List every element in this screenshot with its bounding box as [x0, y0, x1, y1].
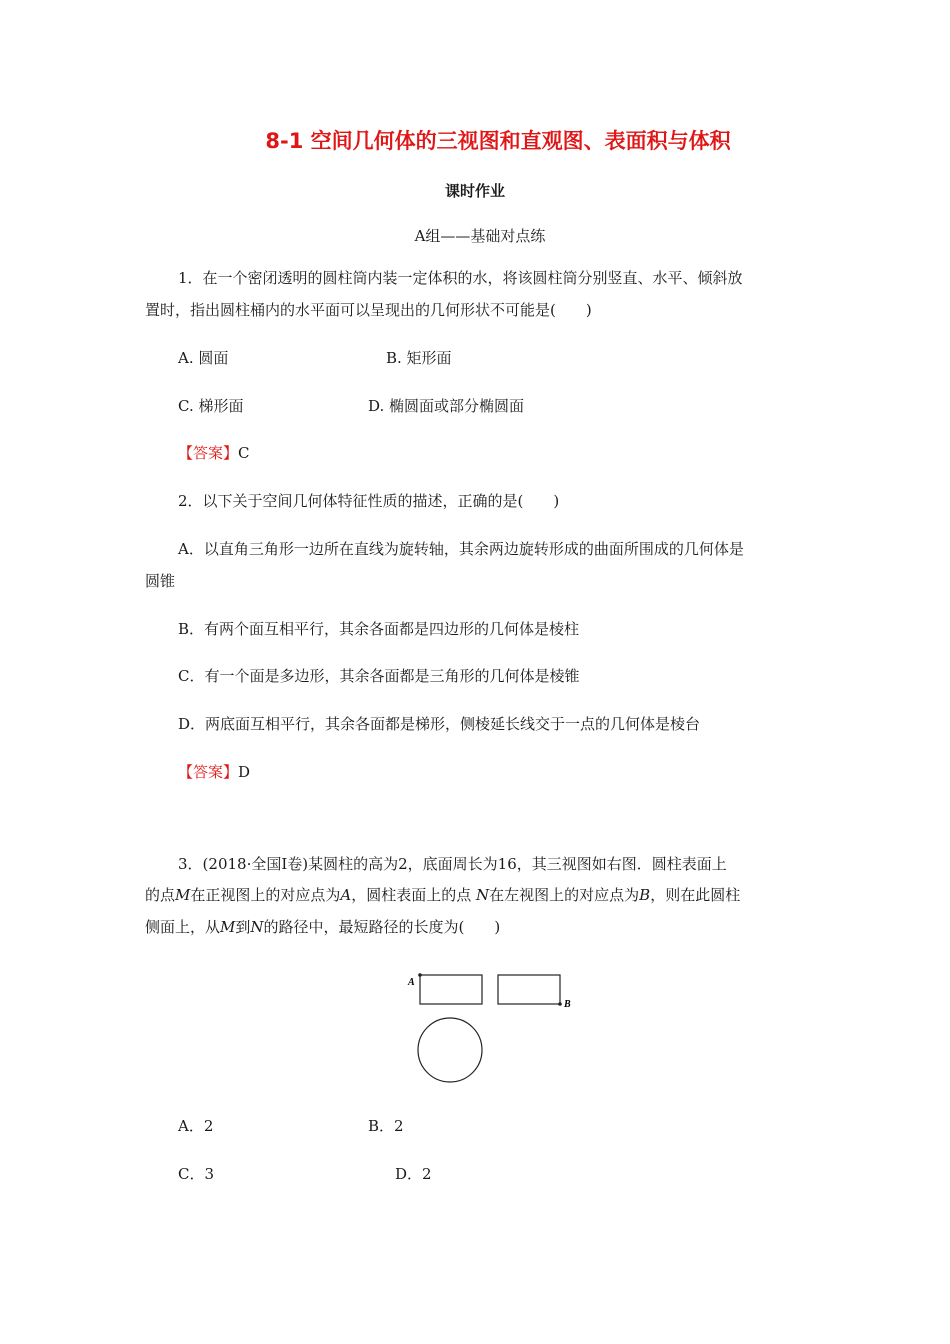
- q1-stem-line1: 1．在一个密闭透明的圆柱筒内装一定体积的水，将该圆柱筒分别竖直、水平、倾斜放: [178, 269, 743, 287]
- q1-stem-line2: 置时，指出圆柱桶内的水平面可以呈现出的几何形状不可能是( ): [145, 301, 592, 319]
- front-view-rect: [420, 975, 482, 1004]
- q1-option-a: A. 圆面: [178, 349, 229, 367]
- q3-stem-line2: 的点M在正视图上的对应点为A，圆柱表面上的点 N在左视图上的对应点为B，则在此圆柱: [145, 886, 741, 904]
- q1-answer-value: C: [238, 444, 250, 462]
- three-view-figure: [400, 965, 590, 1090]
- label-a: A: [408, 977, 415, 988]
- q1-option-c: C. 梯形面: [178, 397, 244, 415]
- q3-stem-line3: 侧面上，从M到N的路径中，最短路径的长度为( ): [145, 918, 501, 936]
- section-subtitle: 课时作业: [444, 182, 505, 200]
- point-a-marker: [418, 973, 422, 977]
- q1-option-d: D. 椭圆面或部分椭圆面: [368, 397, 525, 415]
- label-b: B: [564, 999, 571, 1010]
- page-title: 8-1 空间几何体的三视图和直观图、表面积与体积: [265, 129, 731, 153]
- q3-option-c: C．3: [178, 1165, 215, 1183]
- group-heading: A组——基础对点练: [414, 227, 546, 245]
- answer-label: 【答案】: [178, 763, 239, 781]
- q3-option-d: D．2: [395, 1165, 432, 1183]
- q2-option-c: C．有一个面是多边形，其余各面都是三角形的几何体是棱锥: [178, 667, 580, 685]
- top-view-circle: [418, 1018, 482, 1082]
- answer-label: 【答案】: [178, 444, 239, 462]
- q2-answer-value: D: [238, 763, 251, 781]
- q3-option-b: B．2: [368, 1117, 404, 1135]
- q2-stem: 2．以下关于空间几何体特征性质的描述，正确的是( ): [178, 492, 560, 510]
- q2-option-d: D．两底面互相平行，其余各面都是梯形，侧棱延长线交于一点的几何体是棱台: [178, 715, 701, 733]
- q3-stem-line1: 3．(2018·全国Ⅰ卷)某圆柱的高为2，底面周长为16，其三视图如右图．圆柱表面上: [178, 855, 727, 873]
- q2-option-a-line2: 圆锥: [145, 572, 176, 590]
- q1-answer: [178, 443, 250, 463]
- q2-option-a-line1: A．以直角三角形一边所在直线为旋转轴，其余两边旋转形成的曲面所围成的几何体是: [178, 540, 744, 558]
- q1-option-b: B. 矩形面: [386, 349, 452, 367]
- side-view-rect: [498, 975, 560, 1004]
- q2-answer: [178, 762, 250, 782]
- q2-option-b: B．有两个面互相平行，其余各面都是四边形的几何体是棱柱: [178, 620, 580, 638]
- q3-option-a: A．2: [178, 1117, 214, 1135]
- point-b-marker: [558, 1002, 562, 1006]
